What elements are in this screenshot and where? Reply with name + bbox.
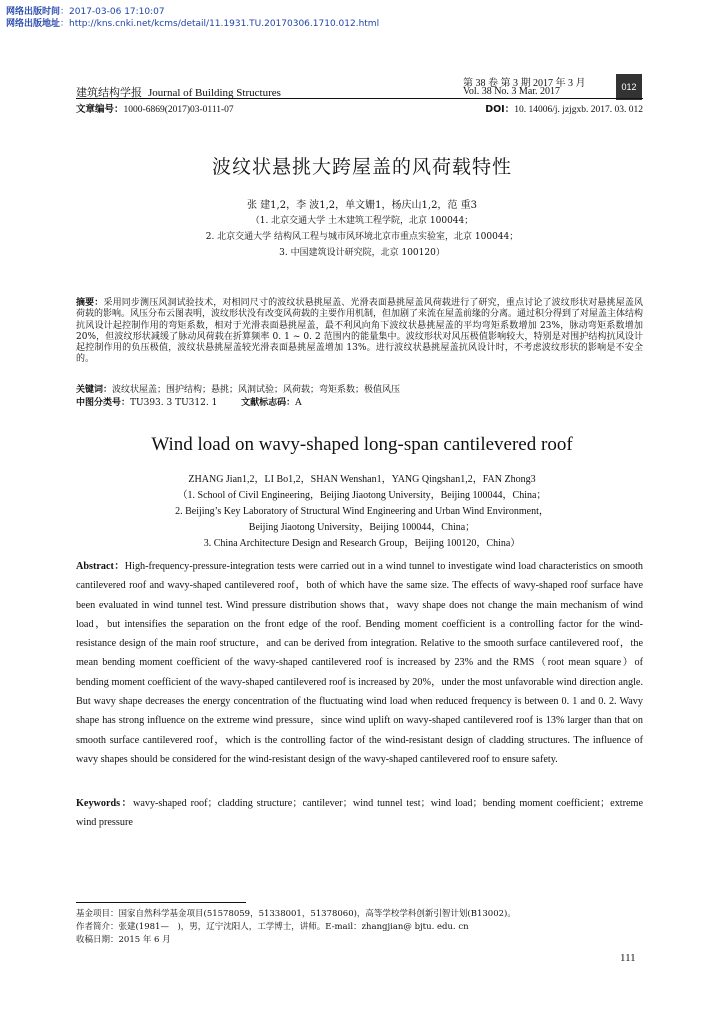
abstract-cn-text: 采用同步测压风洞试验技术，对相同尺寸的波纹状悬挑屋盖、光滑表面悬挑屋盖风荷载进行了研究，重点讨论了波纹形状对悬挑屋盖风荷载的影响。风压分布云图表明，波纹形状没有改变风荷载的主要作用机制，但加剧了来流在屋盖前缘的分离。通过积分得到了对屋盖主体结构抗风设计起控制作用的弯矩系数，相对于光滑表面悬挑屋盖，最不利风向角下波纹状悬挑屋盖的平均弯矩系数增加 23%，脉动弯矩系数增加 20%，但波纹形状减缓了脉动风荷载在折算频率 0. 1 ~ 0. 2 范围内的能量集中。波纹形状对风压极值影响较大，特别是对围护结构抗风设计起控制作用的负压极值，波纹状悬挑屋盖较光滑表面悬挑屋盖增加 13%。进行波纹状悬挑屋盖抗风设计时，不考虑波纹形状的影响是不安全的。	[76, 298, 644, 365]
affiliation-cn-2: 2. 北京交通大学 结构风工程与城市风环境北京市重点实验室，北京 100044；	[205, 232, 519, 242]
pubtime-value: 2017-03-06 17:10:07	[69, 7, 165, 17]
article-number-label: 文章编号	[76, 104, 115, 115]
clc-label: 中图分类号：	[76, 398, 131, 408]
keywords-en	[76, 794, 643, 833]
authors-en: ZHANG Jian1,2，LI Bo1,2，SHAN Wenshan1，YANG Qingshan1,2，FAN Zhong3	[188, 474, 536, 485]
article-number-value: 1000-6869(2017)03-0111-07	[123, 105, 234, 115]
page-number: 111	[620, 952, 636, 964]
doi-label: DOI	[485, 104, 505, 115]
header-rule	[76, 98, 643, 99]
cnki-pubtime-line: 网络出版时间：2017-03-06 17:10:07	[6, 7, 165, 17]
classification-line	[76, 395, 302, 408]
affiliation-en-3: Beijing Jiaotong University，Beijing 100044，China；	[248, 522, 476, 533]
affiliation-en-4: 3. China Architecture Design and Research Group，Beijing 100120，China）	[203, 538, 521, 549]
url-label: 网络出版地址	[6, 19, 61, 29]
affiliation-en-1: （1. School of Civil Engineering，Beijing Jiaotong University，Beijing 100044，China；	[177, 490, 547, 501]
footnote-rule	[76, 902, 246, 903]
journal-name-en: Journal of Building Structures	[148, 87, 281, 99]
article-number: 文章编号：1000-6869(2017)03-0111-07	[76, 104, 234, 115]
volume-cn: 第 38 卷 第 3 期 2017 年 3 月	[463, 78, 586, 89]
keywords-en-text: wavy-shaped roof；cladding structure；cantilever；wind tunnel test；wind load；bending moment coefficient；extreme wind pressure	[76, 798, 643, 829]
footnote-received: 收稿日期：2015 年 6 月	[76, 935, 171, 945]
authors-cn: 张 建1,2，李 波1,2，单文姗1，杨庆山1,2，范 重3	[247, 200, 477, 211]
keywords-cn-label: 关键词：	[76, 385, 113, 395]
clc-value: TU393. 3 TU312. 1	[130, 398, 218, 408]
footnote-author: 作者简介：张建(1981— )，男，辽宁沈阳人，工学博士，讲师。E-mail：zhangjian@ bjtu. edu. cn	[76, 922, 469, 932]
doc-code-value: A	[295, 398, 302, 408]
cnki-url-line: 网络出版地址：http://kns.cnki.net/kcms/detail/11.1931.TU.20170306.1710.012.html	[6, 19, 380, 29]
abstract-en-label: Abstract：	[76, 561, 125, 572]
footnote-fund: 基金项目：国家自然科学基金项目(51578059，51338001，51378060)，高等学校学科创新引智计划(B13002)。	[76, 909, 516, 919]
cnki-url-link[interactable]: http://kns.cnki.net/kcms/detail/11.1931.TU.20170306.1710.012.html	[69, 19, 380, 29]
abstract-cn-label: 摘要：	[76, 298, 104, 308]
abstract-en	[76, 557, 643, 769]
keywords-en-label: Keywords：	[76, 798, 133, 809]
affiliation-en-2: 2. Beijing’s Key Laboratory of Structural Wind Engineering and Urban Wind Environment，	[175, 506, 549, 517]
keywords-cn-text: 波纹状屋盖；围护结构；悬挑；风洞试验；风荷载；弯矩系数；极值风压	[112, 385, 401, 395]
article-badge: 012	[616, 74, 642, 100]
abstract-en-text: High-frequency-pressure-integration tests were carried out in a wind tunnel to investigate wind load characteristics on smooth cantilevered roof and wavy-shaped cantilevered roof，both of which have the same size. The effects of wavy-shaped roof surface have been evaluated in wind tunnel test. Wind pressure distribution shows that，wavy shape does not change the main mechanism of wind load，but intensifies the separation on the front edge of the roof. Bending moment coefficient is a controlling factor for the wind-resistance design of the main roof structure，and can be derived from integration. Relative to the smooth surface cantilevered roof，the mean bending moment coefficient of the wavy-shaped cantilevered roof is increased by 23% and the RMS（root mean square）of bending moment coefficient of the wavy-shaped cantilevered roof is increased by 20%，under the most unfavorable wind direction angle. But wavy shape decreases the energy concentration of the fluctuating wind load when reduced frequency is between 0. 1 and 0. 2. Wavy shape has strong influence on the extreme wind pressure，since wind uplift on wavy-shaped cantilevered roof is 13% larger than that on smooth surface cantilevered roof，which is the controlling factor of the wind-resistant design of cladding structures. The influence of wavy shapes should be considered for the wind-resistant design of the wavy-shaped cantilevered roof to ensure safety.	[76, 561, 643, 765]
volume-en: Vol. 38 No. 3 Mar. 2017	[463, 86, 561, 97]
affiliation-cn-1: （1. 北京交通大学 土木建筑工程学院，北京 100044；	[250, 216, 474, 226]
keywords-cn	[76, 382, 400, 395]
affiliation-cn-3: 3. 中国建筑设计研究院，北京 100120）	[279, 248, 445, 258]
abstract-cn	[76, 298, 643, 366]
doc-code-label: 文献标志码：	[241, 398, 296, 408]
title-cn: 波纹状悬挑大跨屋盖的风荷载特性	[211, 156, 512, 178]
doi-value: 10. 14006/j. jzjgxb. 2017. 03. 012	[514, 105, 643, 115]
pubtime-label: 网络出版时间	[6, 7, 61, 17]
title-en: Wind load on wavy-shaped long-span cantilevered roof	[151, 434, 573, 455]
doi: DOI：10. 14006/j. jzjgxb. 2017. 03. 012	[485, 104, 643, 115]
journal-name-cn: 建筑结构学报	[76, 86, 142, 99]
